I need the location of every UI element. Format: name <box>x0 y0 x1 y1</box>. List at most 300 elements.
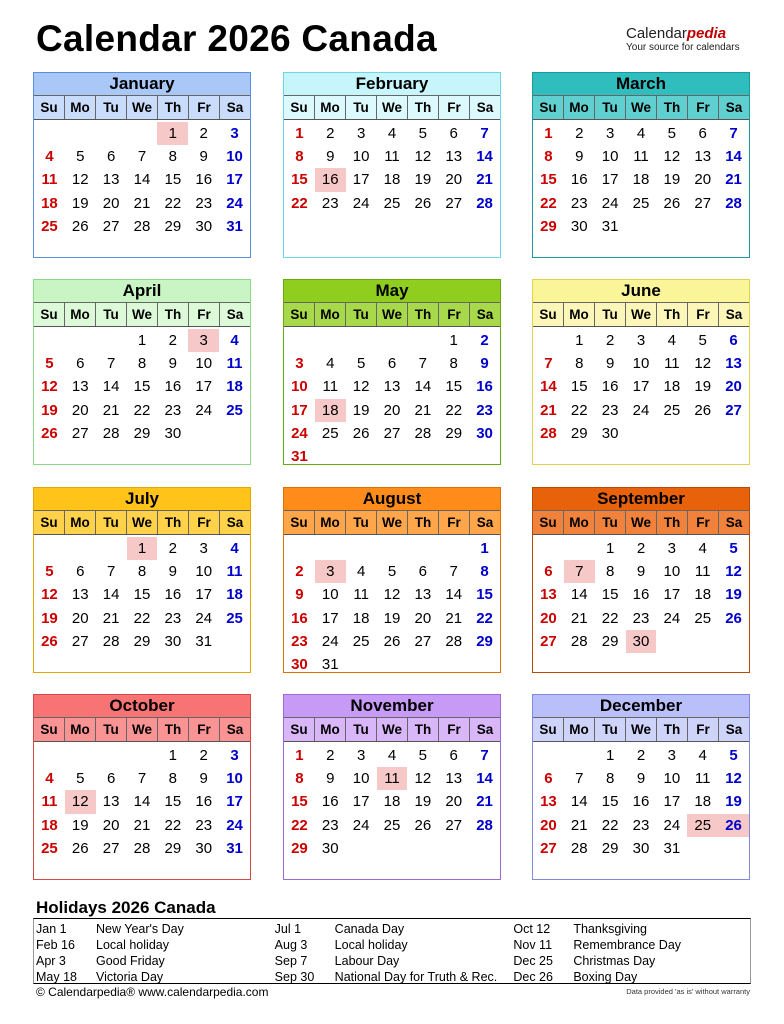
day-cell[interactable]: 20 <box>445 171 463 189</box>
day-cell[interactable]: 13 <box>383 378 401 396</box>
day-cell[interactable]: 4 <box>667 332 677 349</box>
day-cell[interactable]: 30 <box>321 839 339 857</box>
day-cell[interactable]: 8 <box>605 770 615 788</box>
day-cell[interactable]: 16 <box>570 171 588 189</box>
day-cell[interactable]: 24 <box>663 816 681 834</box>
day-cell[interactable]: 13 <box>725 355 742 373</box>
day-cell[interactable]: 14 <box>725 148 742 166</box>
day-cell[interactable]: 14 <box>133 171 151 189</box>
day-cell[interactable]: 19 <box>41 401 58 419</box>
day-cell[interactable]: 11 <box>41 171 58 189</box>
day-cell[interactable]: 24 <box>195 401 213 419</box>
day-cell[interactable]: 20 <box>102 194 120 212</box>
day-cell[interactable]: 3 <box>636 332 646 349</box>
day-cell[interactable]: 9 <box>605 355 615 373</box>
day-cell[interactable]: 26 <box>71 217 89 235</box>
day-cell[interactable]: 17 <box>601 171 619 189</box>
holiday-day-cell[interactable]: 3 <box>315 560 346 583</box>
day-cell[interactable]: 6 <box>387 355 397 373</box>
day-cell[interactable]: 15 <box>133 378 151 396</box>
day-cell[interactable]: 31 <box>291 447 308 465</box>
day-cell[interactable]: 26 <box>383 632 401 650</box>
day-cell[interactable]: 7 <box>418 355 428 373</box>
day-cell[interactable]: 9 <box>636 770 646 788</box>
day-cell[interactable]: 1 <box>449 332 458 349</box>
day-cell[interactable]: 6 <box>544 770 553 788</box>
day-cell[interactable]: 17 <box>352 171 370 189</box>
day-cell[interactable]: 21 <box>102 609 120 627</box>
day-cell[interactable]: 4 <box>326 355 335 373</box>
day-cell[interactable]: 10 <box>226 770 243 788</box>
day-cell[interactable]: 26 <box>694 401 712 419</box>
day-cell[interactable]: 15 <box>164 793 182 811</box>
day-cell[interactable]: 23 <box>632 816 650 834</box>
day-cell[interactable]: 14 <box>570 793 588 811</box>
day-cell[interactable]: 3 <box>667 540 677 557</box>
day-cell[interactable]: 1 <box>480 540 489 557</box>
day-cell[interactable]: 18 <box>226 378 243 396</box>
holiday-day-cell[interactable]: 30 <box>626 630 657 653</box>
day-cell[interactable]: 22 <box>164 194 182 212</box>
day-cell[interactable]: 8 <box>605 563 615 581</box>
day-cell[interactable]: 15 <box>601 586 619 604</box>
day-cell[interactable]: 2 <box>636 747 646 764</box>
day-cell[interactable]: 16 <box>291 609 308 627</box>
day-cell[interactable]: 28 <box>102 424 120 442</box>
day-cell[interactable]: 3 <box>230 747 239 764</box>
day-cell[interactable]: 10 <box>226 148 243 166</box>
day-cell[interactable]: 24 <box>632 401 650 419</box>
day-cell[interactable]: 1 <box>575 332 584 349</box>
day-cell[interactable]: 8 <box>168 148 178 166</box>
day-cell[interactable]: 5 <box>667 125 677 142</box>
day-cell[interactable]: 24 <box>291 424 308 442</box>
day-cell[interactable]: 15 <box>445 378 463 396</box>
day-cell[interactable]: 8 <box>168 770 178 788</box>
day-cell[interactable]: 9 <box>295 586 304 604</box>
day-cell[interactable]: 24 <box>226 194 243 212</box>
day-cell[interactable]: 22 <box>445 401 463 419</box>
day-cell[interactable]: 28 <box>133 217 151 235</box>
day-cell[interactable]: 4 <box>45 148 54 166</box>
day-cell[interactable]: 23 <box>321 816 339 834</box>
day-cell[interactable]: 11 <box>41 793 58 811</box>
day-cell[interactable]: 28 <box>476 816 493 834</box>
day-cell[interactable]: 26 <box>41 424 58 442</box>
day-cell[interactable]: 12 <box>383 586 401 604</box>
day-cell[interactable]: 2 <box>326 125 335 142</box>
day-cell[interactable]: 27 <box>414 632 432 650</box>
day-cell[interactable]: 19 <box>71 816 89 834</box>
holiday-day-cell[interactable]: 25 <box>687 814 718 837</box>
day-cell[interactable]: 14 <box>102 378 120 396</box>
day-cell[interactable]: 4 <box>387 747 397 764</box>
day-cell[interactable]: 29 <box>476 632 493 650</box>
day-cell[interactable]: 1 <box>295 125 304 142</box>
day-cell[interactable]: 8 <box>295 148 304 166</box>
day-cell[interactable]: 5 <box>76 148 85 166</box>
day-cell[interactable]: 25 <box>383 194 401 212</box>
day-cell[interactable]: 2 <box>199 747 208 764</box>
day-cell[interactable]: 16 <box>164 586 182 604</box>
day-cell[interactable]: 30 <box>291 655 308 673</box>
day-cell[interactable]: 25 <box>226 401 243 419</box>
day-cell[interactable]: 13 <box>445 148 463 166</box>
day-cell[interactable]: 27 <box>694 194 712 212</box>
day-cell[interactable]: 28 <box>133 839 151 857</box>
day-cell[interactable]: 1 <box>544 125 553 142</box>
day-cell[interactable]: 1 <box>168 747 178 764</box>
day-cell[interactable]: 29 <box>570 424 588 442</box>
day-cell[interactable]: 11 <box>664 355 680 373</box>
day-cell[interactable]: 8 <box>295 770 304 788</box>
day-cell[interactable]: 20 <box>694 171 712 189</box>
day-cell[interactable]: 13 <box>71 378 89 396</box>
day-cell[interactable]: 29 <box>133 632 151 650</box>
day-cell[interactable]: 25 <box>226 609 243 627</box>
day-cell[interactable]: 27 <box>445 194 463 212</box>
day-cell[interactable]: 22 <box>291 816 308 834</box>
day-cell[interactable]: 6 <box>729 332 738 349</box>
day-cell[interactable]: 9 <box>326 770 335 788</box>
day-cell[interactable]: 19 <box>694 378 712 396</box>
day-cell[interactable]: 27 <box>445 816 463 834</box>
day-cell[interactable]: 19 <box>725 793 742 811</box>
day-cell[interactable]: 21 <box>540 401 557 419</box>
day-cell[interactable]: 28 <box>414 424 432 442</box>
day-cell[interactable]: 2 <box>168 540 178 557</box>
day-cell[interactable]: 16 <box>195 793 213 811</box>
day-cell[interactable]: 17 <box>195 378 213 396</box>
day-cell[interactable]: 4 <box>230 540 239 557</box>
day-cell[interactable]: 8 <box>449 355 458 373</box>
day-cell[interactable]: 3 <box>230 125 239 142</box>
day-cell[interactable]: 17 <box>226 171 243 189</box>
day-cell[interactable]: 12 <box>414 770 432 788</box>
day-cell[interactable]: 15 <box>601 793 619 811</box>
day-cell[interactable]: 5 <box>45 563 54 581</box>
day-cell[interactable]: 25 <box>383 816 401 834</box>
day-cell[interactable]: 23 <box>601 401 619 419</box>
day-cell[interactable]: 22 <box>570 401 588 419</box>
day-cell[interactable]: 29 <box>164 217 182 235</box>
day-cell[interactable]: 16 <box>321 793 339 811</box>
day-cell[interactable]: 20 <box>383 401 401 419</box>
day-cell[interactable]: 9 <box>168 563 178 581</box>
day-cell[interactable]: 18 <box>41 194 58 212</box>
day-cell[interactable]: 22 <box>476 609 493 627</box>
day-cell[interactable]: 4 <box>698 540 707 557</box>
day-cell[interactable]: 25 <box>632 194 650 212</box>
day-cell[interactable]: 12 <box>41 586 58 604</box>
holiday-day-cell[interactable]: 1 <box>157 122 188 145</box>
day-cell[interactable]: 18 <box>226 586 243 604</box>
day-cell[interactable]: 19 <box>414 793 432 811</box>
day-cell[interactable]: 27 <box>71 632 89 650</box>
day-cell[interactable]: 20 <box>725 378 742 396</box>
day-cell[interactable]: 14 <box>414 378 432 396</box>
day-cell[interactable]: 21 <box>725 171 742 189</box>
day-cell[interactable]: 17 <box>321 609 339 627</box>
day-cell[interactable]: 9 <box>636 563 646 581</box>
holiday-day-cell[interactable]: 3 <box>188 329 219 352</box>
day-cell[interactable]: 11 <box>226 563 243 581</box>
day-cell[interactable]: 3 <box>356 125 366 142</box>
day-cell[interactable]: 9 <box>168 355 178 373</box>
day-cell[interactable]: 21 <box>476 793 493 811</box>
day-cell[interactable]: 15 <box>164 171 182 189</box>
day-cell[interactable]: 13 <box>445 770 463 788</box>
day-cell[interactable]: 13 <box>694 148 712 166</box>
day-cell[interactable]: 29 <box>540 217 557 235</box>
day-cell[interactable]: 12 <box>71 171 89 189</box>
day-cell[interactable]: 13 <box>71 586 89 604</box>
day-cell[interactable]: 17 <box>663 793 681 811</box>
day-cell[interactable]: 8 <box>137 355 147 373</box>
day-cell[interactable]: 30 <box>164 632 182 650</box>
day-cell[interactable]: 27 <box>725 401 742 419</box>
day-cell[interactable]: 13 <box>414 586 432 604</box>
day-cell[interactable]: 29 <box>601 839 619 857</box>
day-cell[interactable]: 12 <box>663 148 681 166</box>
day-cell[interactable]: 3 <box>356 747 366 764</box>
day-cell[interactable]: 30 <box>476 424 493 442</box>
day-cell[interactable]: 13 <box>540 586 557 604</box>
day-cell[interactable]: 13 <box>540 793 557 811</box>
day-cell[interactable]: 20 <box>445 793 463 811</box>
day-cell[interactable]: 21 <box>414 401 432 419</box>
day-cell[interactable]: 11 <box>322 378 339 396</box>
day-cell[interactable]: 24 <box>601 194 619 212</box>
day-cell[interactable]: 19 <box>414 171 432 189</box>
day-cell[interactable]: 31 <box>321 655 339 673</box>
day-cell[interactable]: 5 <box>387 563 397 581</box>
day-cell[interactable]: 12 <box>41 378 58 396</box>
day-cell[interactable]: 26 <box>71 839 89 857</box>
day-cell[interactable]: 10 <box>195 355 213 373</box>
day-cell[interactable]: 26 <box>663 194 681 212</box>
day-cell[interactable]: 30 <box>195 217 213 235</box>
day-cell[interactable]: 16 <box>164 378 182 396</box>
day-cell[interactable]: 24 <box>226 816 243 834</box>
day-cell[interactable]: 6 <box>449 747 458 764</box>
day-cell[interactable]: 24 <box>321 632 339 650</box>
day-cell[interactable]: 19 <box>352 401 370 419</box>
day-cell[interactable]: 6 <box>76 355 85 373</box>
day-cell[interactable]: 15 <box>291 171 308 189</box>
day-cell[interactable]: 25 <box>41 839 58 857</box>
day-cell[interactable]: 26 <box>414 816 432 834</box>
day-cell[interactable]: 13 <box>102 171 120 189</box>
day-cell[interactable]: 23 <box>321 194 339 212</box>
day-cell[interactable]: 31 <box>226 839 243 857</box>
day-cell[interactable]: 5 <box>729 747 738 764</box>
day-cell[interactable]: 5 <box>356 355 366 373</box>
day-cell[interactable]: 6 <box>76 563 85 581</box>
day-cell[interactable]: 23 <box>570 194 588 212</box>
day-cell[interactable]: 14 <box>102 586 120 604</box>
day-cell[interactable]: 10 <box>352 770 370 788</box>
day-cell[interactable]: 2 <box>636 540 646 557</box>
day-cell[interactable]: 2 <box>605 332 615 349</box>
day-cell[interactable]: 14 <box>540 378 557 396</box>
day-cell[interactable]: 25 <box>663 401 681 419</box>
day-cell[interactable]: 1 <box>605 540 615 557</box>
day-cell[interactable]: 21 <box>570 609 588 627</box>
day-cell[interactable]: 26 <box>41 632 58 650</box>
day-cell[interactable]: 8 <box>137 563 147 581</box>
day-cell[interactable]: 21 <box>102 401 120 419</box>
day-cell[interactable]: 28 <box>725 194 742 212</box>
day-cell[interactable]: 30 <box>164 424 182 442</box>
day-cell[interactable]: 4 <box>230 332 239 349</box>
holiday-day-cell[interactable]: 26 <box>718 814 749 837</box>
day-cell[interactable]: 1 <box>605 747 615 764</box>
day-cell[interactable]: 7 <box>106 355 116 373</box>
day-cell[interactable]: 29 <box>291 839 308 857</box>
day-cell[interactable]: 12 <box>414 148 432 166</box>
day-cell[interactable]: 23 <box>632 609 650 627</box>
day-cell[interactable]: 21 <box>133 194 151 212</box>
day-cell[interactable]: 16 <box>601 378 619 396</box>
day-cell[interactable]: 30 <box>632 839 650 857</box>
day-cell[interactable]: 18 <box>383 793 401 811</box>
day-cell[interactable]: 4 <box>636 125 646 142</box>
day-cell[interactable]: 6 <box>449 125 458 142</box>
day-cell[interactable]: 15 <box>570 378 588 396</box>
day-cell[interactable]: 22 <box>133 609 151 627</box>
day-cell[interactable]: 15 <box>476 586 493 604</box>
day-cell[interactable]: 10 <box>321 586 339 604</box>
day-cell[interactable]: 30 <box>195 839 213 857</box>
day-cell[interactable]: 28 <box>476 194 493 212</box>
day-cell[interactable]: 20 <box>71 401 89 419</box>
day-cell[interactable]: 20 <box>71 609 89 627</box>
day-cell[interactable]: 27 <box>540 839 557 857</box>
day-cell[interactable]: 4 <box>356 563 366 581</box>
day-cell[interactable]: 10 <box>601 148 619 166</box>
day-cell[interactable]: 8 <box>544 148 553 166</box>
day-cell[interactable]: 7 <box>449 563 458 581</box>
day-cell[interactable]: 4 <box>698 747 707 764</box>
day-cell[interactable]: 23 <box>164 609 182 627</box>
day-cell[interactable]: 17 <box>632 378 650 396</box>
day-cell[interactable]: 23 <box>195 816 213 834</box>
day-cell[interactable]: 10 <box>632 355 650 373</box>
day-cell[interactable]: 18 <box>694 793 712 811</box>
day-cell[interactable]: 19 <box>663 171 681 189</box>
day-cell[interactable]: 22 <box>133 401 151 419</box>
day-cell[interactable]: 30 <box>570 217 588 235</box>
day-cell[interactable]: 23 <box>291 632 308 650</box>
day-cell[interactable]: 21 <box>570 816 588 834</box>
day-cell[interactable]: 10 <box>352 148 370 166</box>
day-cell[interactable]: 6 <box>106 148 116 166</box>
day-cell[interactable]: 15 <box>133 586 151 604</box>
day-cell[interactable]: 27 <box>383 424 401 442</box>
day-cell[interactable]: 5 <box>45 355 54 373</box>
day-cell[interactable]: 17 <box>195 586 213 604</box>
day-cell[interactable]: 1 <box>137 332 147 349</box>
holiday-day-cell[interactable]: 12 <box>65 790 96 813</box>
day-cell[interactable]: 25 <box>352 632 370 650</box>
day-cell[interactable]: 3 <box>667 747 677 764</box>
day-cell[interactable]: 5 <box>698 332 707 349</box>
day-cell[interactable]: 2 <box>168 332 178 349</box>
day-cell[interactable]: 31 <box>195 632 213 650</box>
day-cell[interactable]: 10 <box>195 563 213 581</box>
day-cell[interactable]: 15 <box>291 793 308 811</box>
day-cell[interactable]: 17 <box>663 586 681 604</box>
day-cell[interactable]: 14 <box>476 770 493 788</box>
day-cell[interactable]: 8 <box>480 563 489 581</box>
holiday-day-cell[interactable]: 18 <box>315 399 346 422</box>
day-cell[interactable]: 14 <box>133 793 151 811</box>
day-cell[interactable]: 7 <box>480 747 489 764</box>
day-cell[interactable]: 7 <box>106 563 116 581</box>
day-cell[interactable]: 22 <box>164 816 182 834</box>
day-cell[interactable]: 2 <box>480 332 489 349</box>
day-cell[interactable]: 26 <box>725 609 742 627</box>
day-cell[interactable]: 28 <box>570 632 588 650</box>
holiday-day-cell[interactable]: 7 <box>564 560 595 583</box>
day-cell[interactable]: 10 <box>663 563 681 581</box>
day-cell[interactable]: 27 <box>102 839 120 857</box>
day-cell[interactable]: 20 <box>540 609 557 627</box>
day-cell[interactable]: 7 <box>137 770 147 788</box>
day-cell[interactable]: 7 <box>575 770 584 788</box>
day-cell[interactable]: 7 <box>480 125 489 142</box>
day-cell[interactable]: 6 <box>698 125 707 142</box>
day-cell[interactable]: 14 <box>445 586 463 604</box>
day-cell[interactable]: 22 <box>601 609 619 627</box>
day-cell[interactable]: 18 <box>663 378 681 396</box>
day-cell[interactable]: 2 <box>295 563 304 581</box>
day-cell[interactable]: 23 <box>476 401 493 419</box>
day-cell[interactable]: 24 <box>663 609 681 627</box>
day-cell[interactable]: 16 <box>632 793 650 811</box>
day-cell[interactable]: 21 <box>133 816 151 834</box>
day-cell[interactable]: 28 <box>540 424 557 442</box>
day-cell[interactable]: 26 <box>352 424 370 442</box>
day-cell[interactable]: 19 <box>41 609 58 627</box>
day-cell[interactable]: 24 <box>352 194 370 212</box>
day-cell[interactable]: 4 <box>45 770 54 788</box>
day-cell[interactable]: 29 <box>133 424 151 442</box>
day-cell[interactable]: 19 <box>725 586 742 604</box>
day-cell[interactable]: 24 <box>352 816 370 834</box>
day-cell[interactable]: 20 <box>102 816 120 834</box>
day-cell[interactable]: 5 <box>418 747 428 764</box>
day-cell[interactable]: 31 <box>226 217 243 235</box>
day-cell[interactable]: 11 <box>384 148 400 166</box>
day-cell[interactable]: 3 <box>605 125 615 142</box>
day-cell[interactable]: 14 <box>476 148 493 166</box>
day-cell[interactable]: 11 <box>694 563 711 581</box>
day-cell[interactable]: 28 <box>445 632 463 650</box>
day-cell[interactable]: 28 <box>102 632 120 650</box>
day-cell[interactable]: 18 <box>352 609 370 627</box>
day-cell[interactable]: 22 <box>291 194 308 212</box>
day-cell[interactable]: 29 <box>164 839 182 857</box>
day-cell[interactable]: 13 <box>102 793 120 811</box>
day-cell[interactable]: 11 <box>226 355 243 373</box>
day-cell[interactable]: 12 <box>725 563 742 581</box>
day-cell[interactable]: 11 <box>353 586 369 604</box>
day-cell[interactable]: 19 <box>71 194 89 212</box>
day-cell[interactable]: 9 <box>575 148 584 166</box>
day-cell[interactable]: 12 <box>352 378 370 396</box>
